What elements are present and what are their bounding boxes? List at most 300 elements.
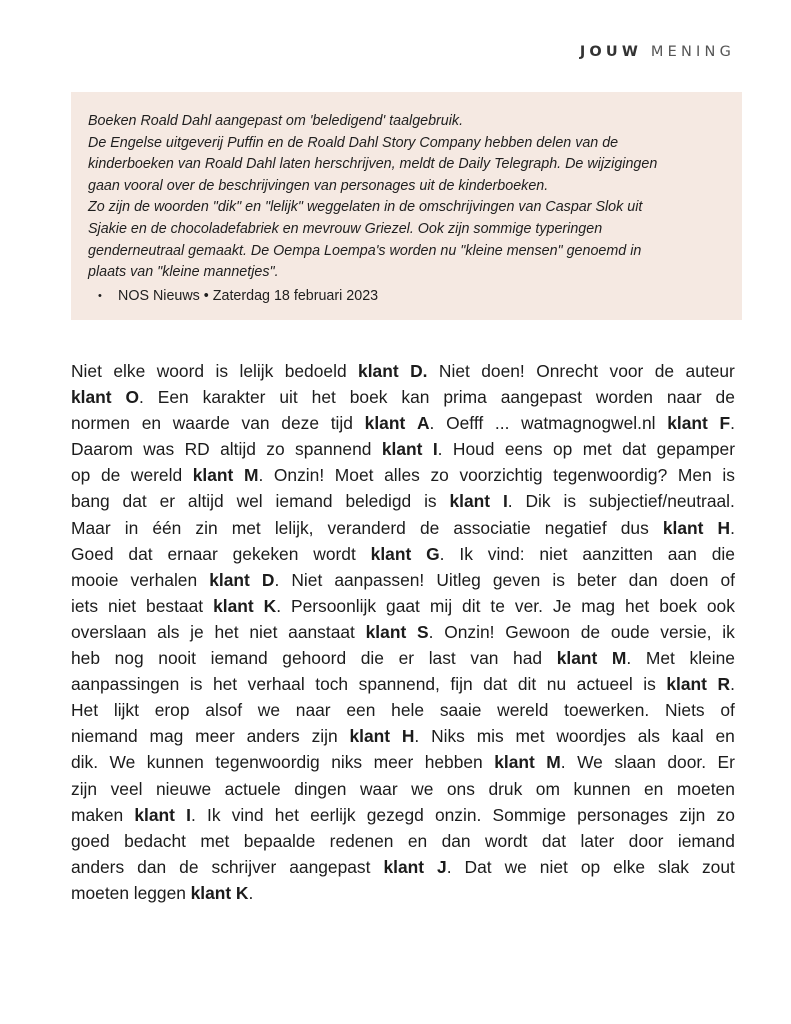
- customer-label: S: [416, 621, 429, 642]
- word: spannend: [295, 439, 372, 460]
- word: kaal: [671, 726, 704, 747]
- word: zo: [716, 804, 735, 825]
- word: de: [100, 465, 121, 486]
- word: voor: [609, 361, 644, 381]
- word: auteur: [685, 361, 735, 381]
- word: dat: [483, 674, 508, 695]
- customer-label: klant: [666, 674, 707, 695]
- word: doen: [669, 569, 709, 590]
- word: Uitleg: [436, 569, 481, 590]
- customer-label: klant: [192, 465, 234, 486]
- quote-line: genderneutraal gemaakt. De Oempa Loempa's worden nu "kleine mensen" genoemd in: [88, 242, 642, 259]
- customer-label: I: [186, 804, 191, 825]
- customer-label: M: [243, 465, 259, 486]
- word: aanpassen!: [334, 569, 425, 590]
- word: door.: [667, 752, 707, 773]
- word: toewerken.: [564, 700, 650, 721]
- word: te: [490, 595, 505, 616]
- word: het: [311, 387, 336, 408]
- customer-label: klant: [370, 543, 412, 564]
- word: elke: [113, 361, 146, 381]
- customer-label: klant: [209, 569, 250, 590]
- word: toch: [315, 674, 349, 695]
- word: [557, 645, 598, 671]
- word: mooie: [71, 569, 119, 590]
- word: aanzitten: [582, 543, 653, 564]
- word: [494, 749, 535, 775]
- text-line: [71, 462, 735, 488]
- customer-label: M: [546, 752, 561, 773]
- word: is: [722, 465, 735, 486]
- word: zijn: [679, 804, 706, 825]
- word: [383, 854, 424, 880]
- customer-label: O: [125, 387, 140, 408]
- quote-line: plaats van "kleine mannetjes".: [88, 264, 279, 281]
- word: [366, 619, 407, 645]
- word: dan: [441, 830, 471, 851]
- word: alles: [384, 465, 420, 486]
- quote-line: Sjakie en de chocoladefabriek en mevrouw Griezel. Ook zijn sommige typeringen: [88, 220, 603, 237]
- word: met: [582, 439, 612, 460]
- word: geven: [492, 569, 541, 590]
- word: slaan: [614, 752, 656, 773]
- word: dit: [462, 595, 481, 616]
- word: we: [504, 856, 527, 877]
- word: niet: [249, 621, 278, 642]
- word: Dat: [464, 856, 492, 877]
- word: waarde: [172, 413, 230, 434]
- word: zout: [701, 856, 735, 877]
- word: [71, 384, 112, 410]
- word: saaie: [439, 700, 482, 721]
- word: dik.: [71, 752, 99, 773]
- word: dan: [137, 856, 167, 877]
- word: H.: [717, 517, 735, 538]
- text-line: [71, 488, 735, 514]
- word: iets: [71, 595, 99, 616]
- quote-line: Zo zijn de woorden "dik" en "lelijk" weggelaten in de omschrijvingen van Caspar Slok uit: [88, 199, 643, 216]
- word: iemand: [275, 491, 333, 512]
- word: woordjes: [556, 726, 626, 747]
- word: gezegd: [366, 804, 424, 825]
- word: aanstaat: [288, 621, 355, 642]
- word: mis: [476, 726, 504, 747]
- text-line: [71, 567, 735, 593]
- word: is: [424, 491, 437, 512]
- word: er: [398, 648, 415, 669]
- customer-label: klant: [383, 856, 425, 877]
- word: schrijver: [211, 856, 277, 877]
- word: [193, 462, 234, 488]
- word: Onzin!: [273, 465, 325, 486]
- word: H.: [401, 726, 420, 747]
- word: en: [141, 413, 162, 434]
- word: is: [563, 491, 577, 512]
- word: bedoeld: [284, 361, 347, 381]
- word: lelijk: [239, 361, 274, 381]
- word: druk: [488, 778, 523, 799]
- word: en: [715, 726, 735, 747]
- word: er: [159, 491, 176, 512]
- word: iemand: [677, 830, 735, 851]
- word: een: [346, 700, 376, 721]
- word: goed: [71, 830, 110, 851]
- word: zo: [266, 439, 285, 460]
- word: niet: [539, 856, 568, 877]
- quote-line: gaan vooral over de beschrijvingen van personages uit de kinderboeken.: [88, 177, 549, 194]
- word: kan: [401, 387, 430, 408]
- word: was: [143, 439, 175, 460]
- word: niet: [108, 595, 137, 616]
- quote-line: kinderboeken van Roald Dahl laten herschrijven, meldt de Daily Telegraph. De wijzigingen: [88, 156, 658, 173]
- word: gehoord: [282, 648, 347, 669]
- word: eerlijk: [310, 804, 356, 825]
- news-quote-box: [71, 92, 742, 320]
- customer-label: R: [717, 674, 731, 695]
- word: Een: [157, 387, 189, 408]
- word: erop: [154, 700, 190, 721]
- word: Ik: [459, 543, 473, 564]
- word: wel: [236, 491, 263, 512]
- word: oude: [610, 621, 650, 642]
- word: kunnen: [573, 778, 631, 799]
- word: dat: [122, 491, 147, 512]
- word: anders: [246, 726, 300, 747]
- word: door: [628, 830, 664, 851]
- word: fijn: [450, 674, 473, 695]
- word: van: [470, 648, 499, 669]
- word: tegenwoordig?: [553, 465, 668, 486]
- word: K.: [263, 595, 282, 616]
- word: [371, 541, 412, 567]
- word: kunnen: [146, 752, 204, 773]
- word: Onrecht: [536, 361, 599, 381]
- word: elke: [613, 856, 646, 877]
- word: A.: [416, 413, 435, 434]
- text-line: [71, 749, 735, 775]
- word: woord: [156, 361, 205, 381]
- word: Met: [645, 648, 675, 669]
- customer-label: K: [235, 882, 249, 903]
- word: met: [231, 517, 261, 538]
- word: in: [124, 517, 139, 538]
- word: bedacht: [124, 830, 186, 851]
- word: leggen: [133, 882, 186, 903]
- word: naar: [666, 387, 702, 408]
- word: J.: [437, 856, 452, 877]
- customer-label: klant: [494, 752, 535, 773]
- brand-word-jouw: JOUW: [579, 44, 643, 60]
- text-line: [71, 697, 735, 723]
- word: negatief: [544, 517, 607, 538]
- word: veranderd: [327, 517, 406, 538]
- word: dan: [628, 569, 658, 590]
- customer-opinions-text: [71, 358, 735, 906]
- customer-label: M: [611, 648, 627, 669]
- text-line: [71, 828, 735, 854]
- word: [349, 723, 390, 749]
- word: dat: [622, 439, 647, 460]
- word: niet: [539, 543, 568, 564]
- word: anders: [71, 856, 125, 877]
- customer-label: klant: [667, 413, 708, 434]
- word: [191, 880, 232, 906]
- word: veel: [110, 778, 143, 799]
- word: overslaan: [71, 621, 147, 642]
- word: wereld: [130, 465, 183, 486]
- customer-label: klant: [365, 621, 407, 642]
- word: op: [71, 465, 91, 486]
- text-line: [71, 436, 735, 462]
- customer-label: klant: [134, 804, 175, 825]
- word: is: [189, 674, 203, 695]
- text-line: [71, 541, 735, 567]
- word: vind:: [487, 543, 525, 564]
- customer-label: I: [502, 491, 508, 512]
- word: en: [644, 778, 664, 799]
- word: waar: [359, 778, 398, 799]
- word: beledigd: [345, 491, 412, 512]
- word: om: [535, 778, 560, 799]
- word: zijn: [311, 726, 338, 747]
- text-line: [71, 802, 735, 828]
- word: versie,: [660, 621, 712, 642]
- quote-source-text: NOS Nieuws • Zaterdag 18 februari 2023: [118, 287, 379, 304]
- word: je: [190, 621, 204, 642]
- text-line: [71, 854, 735, 880]
- word: M.: [546, 752, 566, 773]
- word: Dik: [525, 491, 551, 512]
- word: gaat: [386, 595, 420, 616]
- word: nog: [114, 648, 144, 669]
- customer-label: klant: [662, 517, 704, 538]
- word: ...: [494, 413, 510, 434]
- text-line: [71, 645, 735, 671]
- word: G.: [426, 543, 445, 564]
- word: zo: [430, 465, 449, 486]
- word: hele: [391, 700, 425, 721]
- word: nooit: [158, 648, 196, 669]
- word: bang: [71, 491, 110, 512]
- word: op: [552, 439, 573, 460]
- word: actueel: [576, 674, 633, 695]
- word: de: [179, 856, 199, 877]
- customer-label: H: [401, 726, 415, 747]
- word: Sommige: [492, 804, 566, 825]
- customer-label: K: [263, 595, 277, 616]
- word: worden: [595, 387, 653, 408]
- word: verhaal: [247, 674, 305, 695]
- word: de: [419, 517, 440, 538]
- word: altijd: [187, 491, 224, 512]
- customer-label: klant: [364, 413, 406, 434]
- word: aangepast: [289, 856, 371, 877]
- word: mag: [581, 595, 616, 616]
- word: zin: [195, 517, 218, 538]
- word: de: [580, 621, 601, 642]
- word: naar: [295, 700, 331, 721]
- word: kleine: [689, 648, 735, 669]
- word: R.: [717, 674, 735, 695]
- word: I.: [186, 804, 196, 825]
- word: S.: [416, 621, 434, 642]
- word: karakter: [202, 387, 266, 408]
- word: niemand: [71, 726, 138, 747]
- text-line: [71, 880, 735, 906]
- word: [365, 410, 406, 436]
- word: dat: [128, 543, 153, 564]
- word: hebben: [424, 752, 483, 773]
- word: niks: [331, 752, 363, 773]
- word: aanpassingen: [71, 674, 180, 695]
- word: [663, 515, 704, 541]
- word: lelijk,: [274, 517, 314, 538]
- word: [410, 358, 427, 384]
- word: mag: [149, 726, 184, 747]
- word: later: [580, 830, 615, 851]
- customer-label: klant: [556, 648, 598, 669]
- word: meer: [373, 752, 414, 773]
- word: eens: [504, 439, 543, 460]
- word: onzin.: [434, 804, 482, 825]
- word: prima: [443, 387, 487, 408]
- customer-label: klant: [381, 439, 423, 460]
- customer-label: klant: [190, 882, 232, 903]
- word: Persoonlijk: [291, 595, 377, 616]
- word: Niet: [438, 361, 470, 381]
- word: Je: [552, 595, 572, 616]
- word: mij: [429, 595, 453, 616]
- word: van: [241, 413, 270, 434]
- word: dus: [620, 517, 649, 538]
- word: [449, 488, 490, 514]
- quote-line: De Engelse uitgeverij Puffin en de Roald Dahl Story Company hebben delen van de: [88, 134, 619, 151]
- quote-source: [88, 286, 724, 308]
- word: op: [580, 856, 601, 877]
- word: M.: [243, 465, 264, 486]
- word: personages: [577, 804, 669, 825]
- word: één: [152, 517, 182, 538]
- customer-label: klant: [449, 491, 491, 512]
- word: boek: [659, 595, 697, 616]
- word: ernaar: [167, 543, 218, 564]
- word: de: [715, 387, 735, 408]
- customer-label: G: [426, 543, 440, 564]
- word: bestaat: [146, 595, 204, 616]
- word: deze: [281, 413, 319, 434]
- customer-label: A: [416, 413, 430, 434]
- word: meer: [195, 726, 235, 747]
- text-line: [71, 671, 735, 697]
- text-line: [71, 593, 735, 619]
- word: ons: [446, 778, 475, 799]
- word: K.: [235, 882, 254, 903]
- text-line: [71, 776, 735, 802]
- word: beter: [576, 569, 617, 590]
- word: O.: [125, 387, 144, 408]
- text-line: [71, 358, 735, 384]
- customer-label: I: [432, 439, 438, 460]
- text-line: [71, 723, 735, 749]
- word: Er: [717, 752, 735, 773]
- word: actuele: [224, 778, 281, 799]
- customer-label: D: [261, 569, 275, 590]
- word: redenen: [329, 830, 394, 851]
- word: Moet: [334, 465, 374, 486]
- bullet-icon: •: [98, 289, 102, 302]
- word: Het: [71, 700, 99, 721]
- word: [666, 671, 707, 697]
- word: dit: [517, 674, 537, 695]
- word: normen: [71, 413, 130, 434]
- word: het: [625, 595, 650, 616]
- word: en: [407, 830, 428, 851]
- word: wordt: [484, 830, 528, 851]
- word: F.: [719, 413, 735, 434]
- word: wereld: [497, 700, 549, 721]
- word: tegenwoordig: [215, 752, 320, 773]
- word: Ik: [207, 804, 221, 825]
- word: heb: [71, 648, 101, 669]
- word: zijn: [71, 778, 98, 799]
- word: gepamper: [656, 439, 735, 460]
- word: moeten: [676, 778, 735, 799]
- customer-label: F: [719, 413, 731, 434]
- word: Goed: [71, 543, 114, 564]
- word: Daarom: [71, 439, 133, 460]
- word: ook: [706, 595, 735, 616]
- word: het: [274, 804, 299, 825]
- word: We: [577, 752, 603, 773]
- word: I.: [432, 439, 443, 460]
- text-line: [71, 384, 735, 410]
- word: ver.: [514, 595, 543, 616]
- word: I.: [502, 491, 513, 512]
- word: is: [643, 674, 656, 695]
- word: We: [109, 752, 136, 773]
- word: alsof: [205, 700, 243, 721]
- word: we: [257, 700, 281, 721]
- word: boek: [349, 387, 388, 408]
- word: verhalen: [130, 569, 198, 590]
- word: [209, 567, 250, 593]
- word: lijkt: [113, 700, 139, 721]
- word: gekeken: [232, 543, 299, 564]
- word: Onzin!: [444, 621, 495, 642]
- word: slak: [658, 856, 689, 877]
- word: bepaalde: [243, 830, 316, 851]
- word: Niets: [665, 700, 705, 721]
- word: altijd: [220, 439, 256, 460]
- word: die: [711, 543, 735, 564]
- word: tijd: [330, 413, 353, 434]
- word: M.: [611, 648, 632, 669]
- word: we: [411, 778, 434, 799]
- word: RD: [184, 439, 210, 460]
- word: is: [215, 361, 229, 381]
- customer-label: klant: [349, 726, 391, 747]
- customer-label: D.: [410, 361, 428, 381]
- word: spannend,: [358, 674, 440, 695]
- word: dingen: [294, 778, 347, 799]
- brand-header: [580, 44, 735, 60]
- word: uit: [279, 387, 298, 408]
- word: watmagnogwel.nl: [521, 413, 656, 434]
- word: [382, 436, 423, 462]
- word: nu: [546, 674, 567, 695]
- word: Men: [677, 465, 712, 486]
- customer-label: H: [717, 517, 731, 538]
